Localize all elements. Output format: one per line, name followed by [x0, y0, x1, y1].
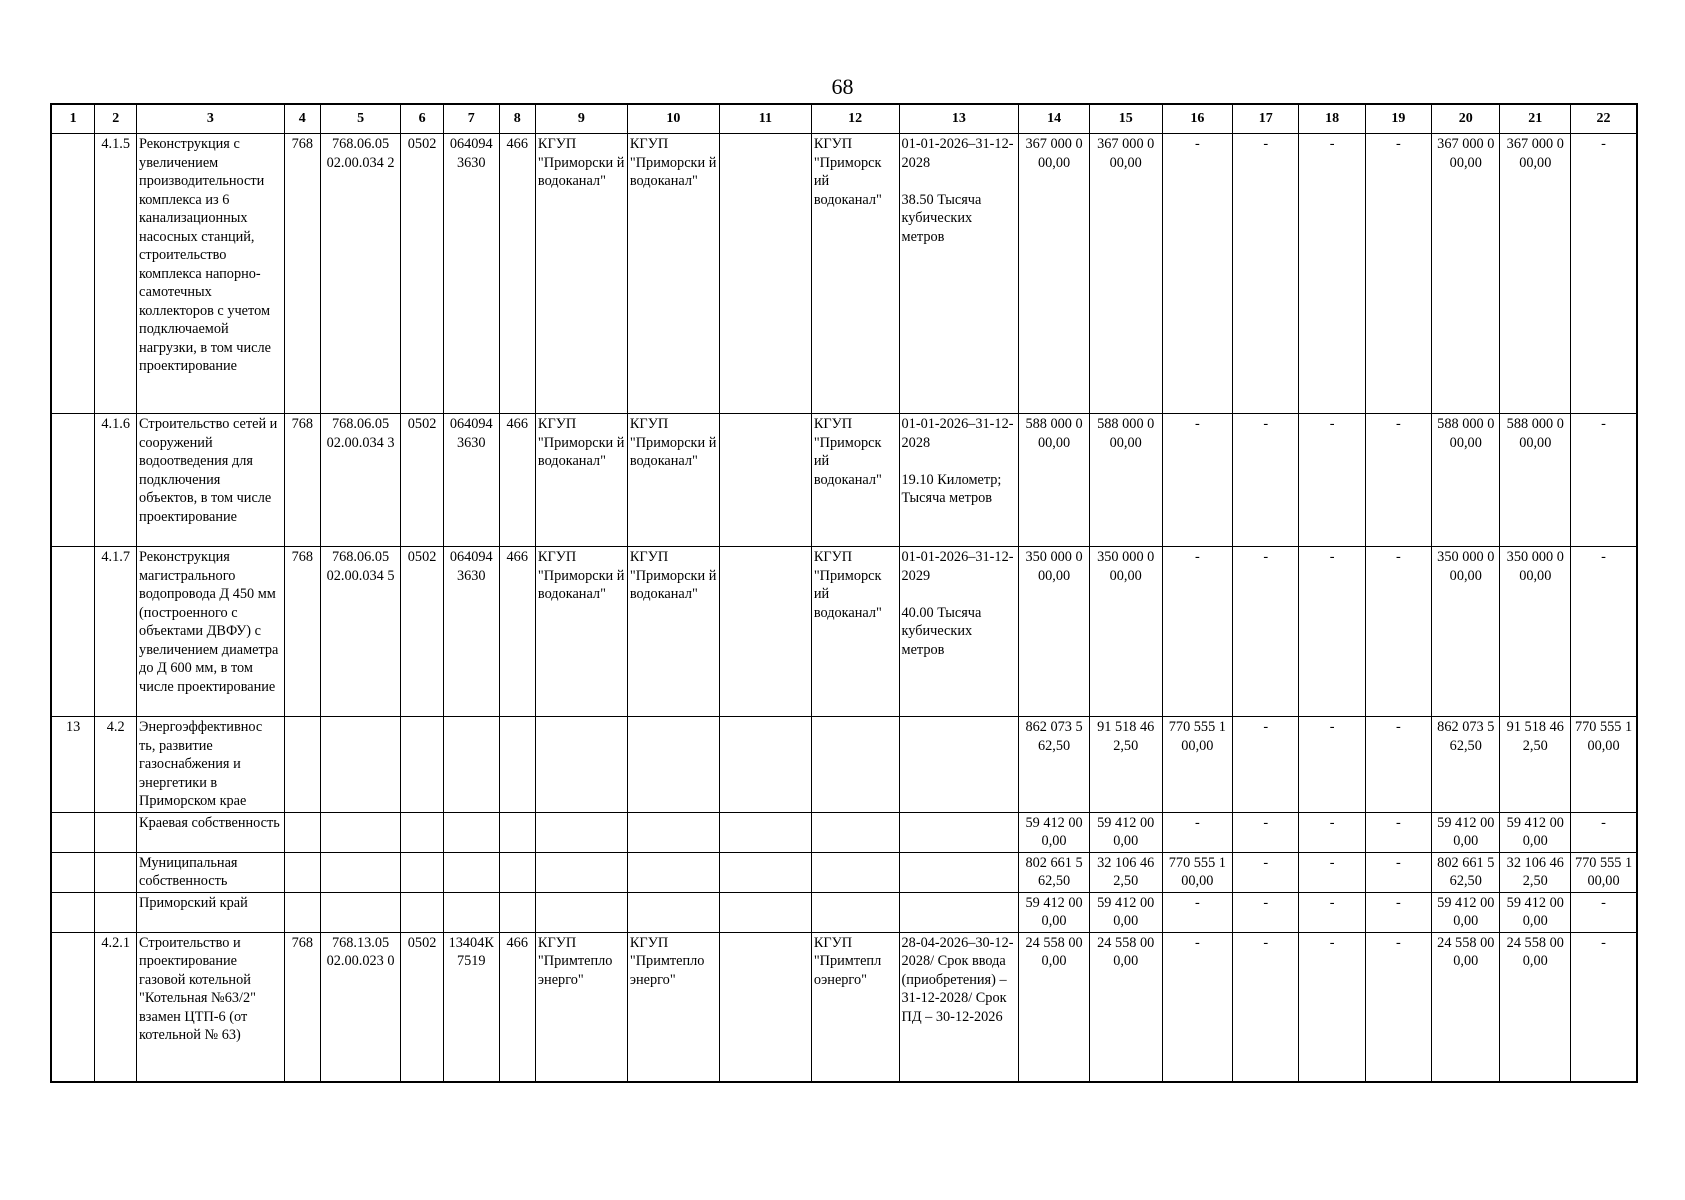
cell-col-5 [320, 812, 400, 852]
cell-col-5: 768.06.05 02.00.034 5 [320, 547, 400, 717]
cell-col-13: 01-01-2026–31-12-2028 19.10 Километр; Тысяча метров [899, 414, 1019, 547]
cell-col-14: 59 412 00 0,00 [1019, 812, 1090, 852]
cell-col-3: Приморский край [137, 892, 285, 932]
cell-col-10: КГУП "Приморски й водоканал" [627, 414, 719, 547]
cell-col-13 [899, 892, 1019, 932]
column-header-5: 5 [320, 104, 400, 134]
cell-col-21: 59 412 00 0,00 [1500, 892, 1571, 932]
cell-col-11 [719, 852, 811, 892]
cell-col-2: 4.1.5 [95, 134, 137, 414]
cell-col-1 [51, 812, 95, 852]
cell-col-22: - [1571, 547, 1637, 717]
column-header-1: 1 [51, 104, 95, 134]
cell-col-6: 0502 [401, 932, 444, 1082]
cell-col-21: 367 000 0 00,00 [1500, 134, 1571, 414]
cell-col-5 [320, 717, 400, 813]
cell-col-1 [51, 414, 95, 547]
cell-col-15: 24 558 00 0,00 [1089, 932, 1162, 1082]
cell-col-3: Реконструкция с увеличением производительности комплекса из 6 канализационных насосных станций, строительство комплекса напорно-самотечных коллекторов с учетом подключаемой нагрузки, в том числе проектирование [137, 134, 285, 414]
cell-col-10: КГУП "Приморски й водоканал" [627, 134, 719, 414]
cell-col-7 [443, 852, 499, 892]
cell-col-15: 91 518 46 2,50 [1089, 717, 1162, 813]
cell-col-18: - [1299, 932, 1365, 1082]
cell-col-13 [899, 717, 1019, 813]
column-header-22: 22 [1571, 104, 1637, 134]
cell-col-2: 4.1.7 [95, 547, 137, 717]
table-header-row [51, 104, 1637, 134]
table-row [51, 852, 1637, 892]
cell-col-18: - [1299, 717, 1365, 813]
cell-col-11 [719, 547, 811, 717]
cell-col-8: 466 [499, 547, 535, 717]
column-header-12: 12 [811, 104, 899, 134]
cell-col-1: 13 [51, 717, 95, 813]
cell-col-5: 768.06.05 02.00.034 2 [320, 134, 400, 414]
cell-col-1 [51, 932, 95, 1082]
cell-col-14: 862 073 5 62,50 [1019, 717, 1090, 813]
table-row [51, 414, 1637, 547]
cell-col-9: КГУП "Приморски й водоканал" [535, 414, 627, 547]
cell-col-6 [401, 717, 444, 813]
cell-col-9: КГУП "Приморски й водоканал" [535, 547, 627, 717]
cell-col-2 [95, 812, 137, 852]
cell-col-10: КГУП "Примтепло энерго" [627, 932, 719, 1082]
cell-col-10 [627, 852, 719, 892]
cell-col-2: 4.2.1 [95, 932, 137, 1082]
cell-col-3: Краевая собственность [137, 812, 285, 852]
cell-col-13 [899, 812, 1019, 852]
cell-col-14: 588 000 0 00,00 [1019, 414, 1090, 547]
cell-col-12 [811, 812, 899, 852]
cell-col-12 [811, 892, 899, 932]
cell-col-11 [719, 892, 811, 932]
table-row [51, 717, 1637, 813]
cell-col-20: 802 661 5 62,50 [1432, 852, 1500, 892]
cell-col-21: 32 106 46 2,50 [1500, 852, 1571, 892]
cell-col-22: - [1571, 134, 1637, 414]
cell-col-21: 91 518 46 2,50 [1500, 717, 1571, 813]
table-row [51, 134, 1637, 414]
cell-col-11 [719, 414, 811, 547]
column-header-14: 14 [1019, 104, 1090, 134]
cell-col-17: - [1233, 892, 1299, 932]
cell-col-20: 367 000 0 00,00 [1432, 134, 1500, 414]
cell-col-14: 367 000 0 00,00 [1019, 134, 1090, 414]
cell-col-18: - [1299, 892, 1365, 932]
cell-col-12: КГУП "Приморск ий водоканал" [811, 134, 899, 414]
cell-col-22: - [1571, 414, 1637, 547]
cell-col-22: - [1571, 932, 1637, 1082]
cell-col-16: - [1162, 134, 1233, 414]
cell-col-4: 768 [284, 134, 320, 414]
cell-col-6: 0502 [401, 414, 444, 547]
cell-col-4 [284, 852, 320, 892]
cell-col-6 [401, 892, 444, 932]
cell-col-8 [499, 852, 535, 892]
cell-col-17: - [1233, 932, 1299, 1082]
cell-col-12: КГУП "Примтепл оэнерго" [811, 932, 899, 1082]
cell-col-20: 59 412 00 0,00 [1432, 812, 1500, 852]
table-row [51, 547, 1637, 717]
cell-col-20: 862 073 5 62,50 [1432, 717, 1500, 813]
cell-col-9 [535, 892, 627, 932]
cell-col-1 [51, 892, 95, 932]
cell-col-2 [95, 852, 137, 892]
cell-col-10: КГУП "Приморски й водоканал" [627, 547, 719, 717]
column-header-11: 11 [719, 104, 811, 134]
cell-col-8 [499, 892, 535, 932]
cell-col-8: 466 [499, 932, 535, 1082]
cell-col-10 [627, 812, 719, 852]
cell-col-17: - [1233, 414, 1299, 547]
cell-col-16: - [1162, 892, 1233, 932]
cell-col-5: 768.13.05 02.00.023 0 [320, 932, 400, 1082]
cell-col-8: 466 [499, 134, 535, 414]
cell-col-15: 367 000 0 00,00 [1089, 134, 1162, 414]
cell-col-14: 24 558 00 0,00 [1019, 932, 1090, 1082]
cell-col-21: 350 000 0 00,00 [1500, 547, 1571, 717]
cell-col-4 [284, 892, 320, 932]
cell-col-21: 588 000 0 00,00 [1500, 414, 1571, 547]
cell-col-3: Реконструкция магистрального водопровода Д 450 мм (построенного с объектами ДВФУ) с увеличением диаметра до Д 600 мм, в том числе проектирование [137, 547, 285, 717]
cell-col-5 [320, 892, 400, 932]
cell-col-21: 59 412 00 0,00 [1500, 812, 1571, 852]
cell-col-19: - [1365, 932, 1431, 1082]
cell-col-17: - [1233, 134, 1299, 414]
table-row [51, 892, 1637, 932]
cell-col-7 [443, 892, 499, 932]
cell-col-3: Энергоэффективнос ть, развитие газоснабжения и энергетики в Приморском крае [137, 717, 285, 813]
cell-col-22: 770 555 1 00,00 [1571, 852, 1637, 892]
cell-col-12: КГУП "Приморск ий водоканал" [811, 414, 899, 547]
column-header-18: 18 [1299, 104, 1365, 134]
cell-col-1 [51, 852, 95, 892]
cell-col-9 [535, 852, 627, 892]
column-header-7: 7 [443, 104, 499, 134]
cell-col-18: - [1299, 547, 1365, 717]
cell-col-11 [719, 134, 811, 414]
cell-col-9 [535, 717, 627, 813]
cell-col-15: 588 000 0 00,00 [1089, 414, 1162, 547]
cell-col-7: 064094 3630 [443, 547, 499, 717]
column-header-13: 13 [899, 104, 1019, 134]
column-header-4: 4 [284, 104, 320, 134]
cell-col-7: 13404К 7519 [443, 932, 499, 1082]
column-header-8: 8 [499, 104, 535, 134]
cell-col-17: - [1233, 812, 1299, 852]
column-header-19: 19 [1365, 104, 1431, 134]
cell-col-2 [95, 892, 137, 932]
cell-col-6: 0502 [401, 134, 444, 414]
cell-col-3: Строительство и проектирование газовой котельной "Котельная №63/2" взамен ЦТП-6 (от котельной № 63) [137, 932, 285, 1082]
cell-col-19: - [1365, 852, 1431, 892]
cell-col-13: 01-01-2026–31-12-2028 38.50 Тысяча кубических метров [899, 134, 1019, 414]
column-header-21: 21 [1500, 104, 1571, 134]
cell-col-12 [811, 717, 899, 813]
cell-col-10 [627, 717, 719, 813]
cell-col-19: - [1365, 414, 1431, 547]
cell-col-5 [320, 852, 400, 892]
cell-col-4 [284, 812, 320, 852]
cell-col-19: - [1365, 134, 1431, 414]
cell-col-19: - [1365, 717, 1431, 813]
cell-col-8 [499, 812, 535, 852]
cell-col-17: - [1233, 547, 1299, 717]
cell-col-9: КГУП "Приморски й водоканал" [535, 134, 627, 414]
column-header-20: 20 [1432, 104, 1500, 134]
cell-col-16: - [1162, 547, 1233, 717]
cell-col-15: 59 412 00 0,00 [1089, 892, 1162, 932]
cell-col-13: 28-04-2026–30-12-2028/ Срок ввода (приобретения) – 31-12-2028/ Срок ПД – 30-12-2026 [899, 932, 1019, 1082]
cell-col-18: - [1299, 852, 1365, 892]
column-header-3: 3 [137, 104, 285, 134]
cell-col-9: КГУП "Примтепло энерго" [535, 932, 627, 1082]
cell-col-7 [443, 812, 499, 852]
cell-col-9 [535, 812, 627, 852]
table-row [51, 812, 1637, 852]
cell-col-5: 768.06.05 02.00.034 3 [320, 414, 400, 547]
cell-col-11 [719, 932, 811, 1082]
cell-col-17: - [1233, 852, 1299, 892]
cell-col-18: - [1299, 812, 1365, 852]
cell-col-18: - [1299, 414, 1365, 547]
cell-col-14: 59 412 00 0,00 [1019, 892, 1090, 932]
cell-col-16: 770 555 1 00,00 [1162, 852, 1233, 892]
cell-col-16: - [1162, 812, 1233, 852]
cell-col-6: 0502 [401, 547, 444, 717]
cell-col-13: 01-01-2026–31-12-2029 40.00 Тысяча кубических метров [899, 547, 1019, 717]
cell-col-4: 768 [284, 932, 320, 1082]
cell-col-7: 064094 3630 [443, 414, 499, 547]
cell-col-22: - [1571, 892, 1637, 932]
cell-col-6 [401, 812, 444, 852]
cell-col-4: 768 [284, 547, 320, 717]
cell-col-22: - [1571, 812, 1637, 852]
cell-col-3: Строительство сетей и сооружений водоотведения для подключения объектов, в том числе проектирование [137, 414, 285, 547]
cell-col-12: КГУП "Приморск ий водоканал" [811, 547, 899, 717]
cell-col-12 [811, 852, 899, 892]
cell-col-17: - [1233, 717, 1299, 813]
cell-col-11 [719, 812, 811, 852]
cell-col-13 [899, 852, 1019, 892]
cell-col-16: - [1162, 414, 1233, 547]
column-header-6: 6 [401, 104, 444, 134]
cell-col-19: - [1365, 547, 1431, 717]
cell-col-2: 4.1.6 [95, 414, 137, 547]
cell-col-20: 59 412 00 0,00 [1432, 892, 1500, 932]
cell-col-1 [51, 547, 95, 717]
cell-col-2: 4.2 [95, 717, 137, 813]
cell-col-7: 064094 3630 [443, 134, 499, 414]
cell-col-7 [443, 717, 499, 813]
cell-col-20: 588 000 0 00,00 [1432, 414, 1500, 547]
cell-col-15: 350 000 0 00,00 [1089, 547, 1162, 717]
cell-col-1 [51, 134, 95, 414]
cell-col-20: 24 558 00 0,00 [1432, 932, 1500, 1082]
column-header-15: 15 [1089, 104, 1162, 134]
cell-col-14: 350 000 0 00,00 [1019, 547, 1090, 717]
cell-col-4: 768 [284, 414, 320, 547]
cell-col-22: 770 555 1 00,00 [1571, 717, 1637, 813]
cell-col-20: 350 000 0 00,00 [1432, 547, 1500, 717]
column-header-2: 2 [95, 104, 137, 134]
cell-col-8 [499, 717, 535, 813]
cell-col-14: 802 661 5 62,50 [1019, 852, 1090, 892]
cell-col-19: - [1365, 892, 1431, 932]
cell-col-21: 24 558 00 0,00 [1500, 932, 1571, 1082]
cell-col-3: Муниципальная собственность [137, 852, 285, 892]
cell-col-18: - [1299, 134, 1365, 414]
table-row [51, 932, 1637, 1082]
cell-col-8: 466 [499, 414, 535, 547]
cell-col-16: - [1162, 932, 1233, 1082]
cell-col-11 [719, 717, 811, 813]
column-header-16: 16 [1162, 104, 1233, 134]
cell-col-16: 770 555 1 00,00 [1162, 717, 1233, 813]
page-number: 68 [831, 74, 854, 99]
column-header-9: 9 [535, 104, 627, 134]
column-header-17: 17 [1233, 104, 1299, 134]
cell-col-15: 59 412 00 0,00 [1089, 812, 1162, 852]
document-table [50, 103, 1638, 1083]
cell-col-15: 32 106 46 2,50 [1089, 852, 1162, 892]
cell-col-6 [401, 852, 444, 892]
column-header-10: 10 [627, 104, 719, 134]
cell-col-19: - [1365, 812, 1431, 852]
cell-col-10 [627, 892, 719, 932]
cell-col-4 [284, 717, 320, 813]
